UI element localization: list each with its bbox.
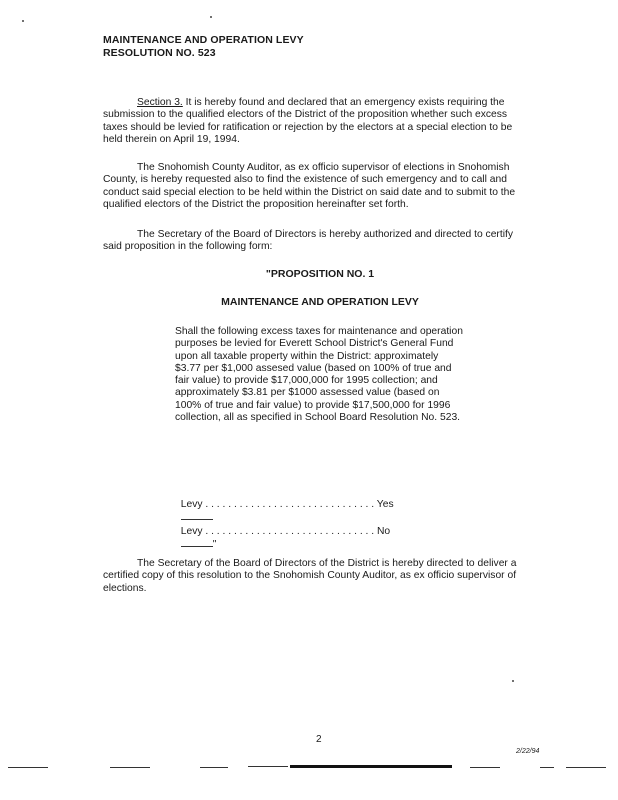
section-3-label: Section 3.	[137, 97, 183, 108]
footer-date: 2/22/94	[516, 748, 540, 755]
section-3-text: It is hereby found and declared that an emergency exists requiring the submission to the qualified electors of the District of the proposition whether such excess taxes should be levied for ratification or rejection by the electors at a special election to be held therein on April 19, 1994.	[103, 97, 513, 145]
proposition-title: "PROPOSITION NO. 1	[265, 268, 375, 280]
closing-paragraph-text: The Secretary of the Board of Directors of the District is hereby directed to deliver a certified copy of this resolution to the Snohomish County Auditor, as ex officio supervisor of elections.	[103, 558, 517, 594]
document-header	[103, 34, 304, 60]
scan-artifact-line	[200, 767, 228, 768]
ballot-yes-text: Levy . . . . . . . . . . . . . . . . . . . . . . . . . . . . . . Yes	[180, 499, 394, 510]
header-resolution-number: RESOLUTION NO. 523	[103, 47, 216, 59]
scan-artifact-line	[248, 766, 288, 767]
scan-speck	[512, 680, 514, 682]
page-number: 2	[316, 734, 322, 745]
scan-artifact-line	[8, 767, 48, 768]
proposition-body: Shall the following excess taxes for maintenance and operation purposes be levied for Everett School District's General Fund upon all taxable property within the District: approximately $3.77 per $1,000 assesed value (based on 100% of true and fair value) to provide $17,000,000 for 1995 collection; and approximately $3.81 per $1000 assessed value (based on 100% of true and fair value) to provide $17,500,000 for 1996 collection, all as specified in School Board Resolution No. 523.	[175, 326, 463, 424]
scan-artifact-line	[540, 767, 554, 768]
auditor-paragraph	[103, 162, 533, 211]
ballot-closing-quote: "	[212, 539, 217, 550]
scan-artifact-bar	[290, 765, 452, 768]
ballot-no-text: Levy . . . . . . . . . . . . . . . . . . . . . . . . . . . . . . No	[180, 526, 391, 537]
secretary-certify-paragraph	[103, 229, 533, 254]
section-3-paragraph	[103, 97, 533, 146]
ballot-no-blank	[181, 537, 213, 547]
header-title: MAINTENANCE AND OPERATION LEVY	[103, 34, 304, 46]
closing-paragraph	[103, 558, 533, 595]
proposition-subtitle: MAINTENANCE AND OPERATION LEVY	[221, 296, 419, 308]
ballot-no-line	[175, 515, 390, 550]
scan-artifact-line	[470, 767, 500, 768]
secretary-certify-text: The Secretary of the Board of Directors is hereby authorized and directed to certify said proposition in the following form:	[103, 229, 514, 253]
auditor-paragraph-text: The Snohomish County Auditor, as ex officio supervisor of elections in Snohomish County, is hereby requested also to find the existence of such emergency and to call and conduct said special election to be held within the District on said date and to submit to the qualified electors of the District the proposition hereinafter set forth.	[103, 162, 516, 210]
scan-speck	[22, 20, 24, 22]
scan-artifact-line	[566, 767, 606, 768]
scan-artifact-line	[110, 767, 150, 768]
scan-speck	[210, 16, 212, 18]
